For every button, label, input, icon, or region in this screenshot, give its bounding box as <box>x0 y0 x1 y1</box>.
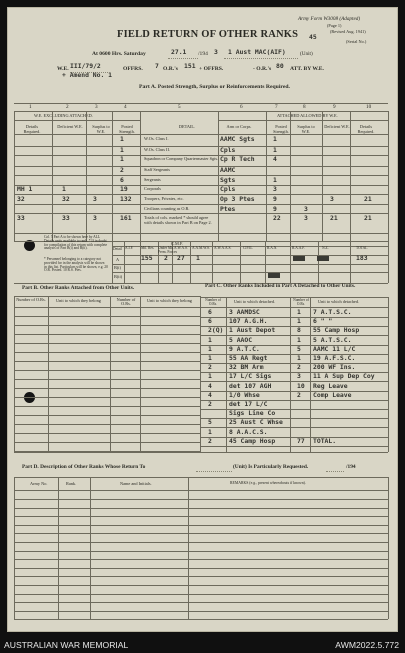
attached-required: 21 <box>364 214 372 222</box>
arm-or-corps: AAMC <box>220 166 236 174</box>
form-title: FIELD RETURN OF OTHER RANKS <box>117 29 299 40</box>
posted-strength: 1 <box>120 155 124 163</box>
arm-or-corps: Op 3 Ptes <box>220 195 255 203</box>
detail-label: Totals of cols. marked * should agree with details shown in Part B on Page 2. <box>144 215 212 225</box>
details-required: MH 1 <box>17 185 33 193</box>
instruction-note: Col. 5 Part A to be shown here by ALL Details units available to rank. * If in doubt for compilation of this return with complete analysis of Part B(i) and B(ii). <box>44 235 108 251</box>
ink-smudge <box>293 256 305 261</box>
detail-label: W.Os. Class II. <box>144 147 170 152</box>
detached-unit: 55 Camp Hosp <box>313 326 360 335</box>
rule-line <box>112 272 388 273</box>
posted-strength: 161 <box>120 214 132 222</box>
rule-line <box>14 120 140 121</box>
ink-smudge <box>317 256 329 261</box>
detached-count: 4 <box>208 381 212 390</box>
detail-label: Civilians counting as O.R. <box>144 206 190 211</box>
date-value: 27.1 <box>171 48 187 56</box>
cmf-group-header: C.M.F. <box>171 241 183 246</box>
detached-unit: 25 Aust C Whse <box>229 418 283 427</box>
deficient-we: 32 <box>62 195 70 203</box>
column-divider <box>388 297 389 452</box>
detached-unit: Comp Leave <box>313 390 352 399</box>
serial-no-value: 45 <box>309 33 317 41</box>
date-time-label: At 0600 Hrs. Saturday <box>92 51 146 57</box>
ruled-row <box>14 379 200 380</box>
arm-or-corps: Cpls <box>220 185 236 193</box>
column-divider <box>226 297 227 452</box>
posted-strength: 2 <box>120 166 124 174</box>
attached-posted: 9 <box>273 205 277 213</box>
column-header: Number of O.Rs. <box>116 297 136 307</box>
column-number: 5 <box>178 104 181 110</box>
attached-posted: 1 <box>273 146 277 154</box>
part-a-top-border <box>14 103 388 104</box>
column-divider <box>290 241 291 283</box>
column-number: 1 <box>29 104 32 110</box>
attached-posted: 9 <box>273 195 277 203</box>
category-header: A.I.F. <box>125 246 134 250</box>
category-header: TOTAL <box>356 246 368 250</box>
column-divider <box>218 111 219 241</box>
detached-count: 10 <box>297 381 305 390</box>
perm-forces-count: 27 <box>177 254 185 262</box>
offrs-value: 7 <box>155 62 159 70</box>
detached-count: 1 <box>208 344 212 353</box>
column-header: Arm or Corps. <box>226 124 252 129</box>
category-row-label: A <box>116 257 120 262</box>
offrs-label: OFFRS. <box>123 66 143 72</box>
column-number: 2 <box>66 104 69 110</box>
ruled-row <box>14 594 388 595</box>
part-b-title: Part B. Other Ranks Attached from Other Units. <box>22 285 135 291</box>
dotted-line <box>224 58 298 59</box>
year-value: 3 <box>214 48 218 56</box>
column-divider <box>112 111 113 241</box>
dotted-line <box>326 471 344 472</box>
column-divider <box>322 111 323 241</box>
column-divider <box>388 111 389 241</box>
detail-label: Troopers, Privates, etc. <box>144 196 184 201</box>
category-header: Detail <box>113 247 122 251</box>
detached-unit: 107 A.G.H. <box>229 317 268 326</box>
revised-label: (Revised Aug. 1941) <box>330 29 366 34</box>
details-required: 32 <box>17 195 25 203</box>
detached-count: 2 <box>297 390 301 399</box>
column-divider <box>200 297 201 452</box>
column-divider <box>14 296 15 452</box>
ruled-row <box>14 325 200 326</box>
surplus-we: 3 <box>93 195 97 203</box>
detached-unit: 6 " " <box>313 317 333 326</box>
ruled-row <box>14 585 388 586</box>
detached-unit: Reg Leave <box>313 381 348 390</box>
detached-unit: 32 BM Arm <box>229 363 264 372</box>
column-header: Unit to which they belong <box>147 298 192 303</box>
detached-count: 1 <box>208 354 212 362</box>
detached-count: 1 <box>297 354 301 362</box>
deficient-we: 1 <box>62 185 66 193</box>
column-header: Name and Initials. <box>120 481 152 486</box>
we-label: W.E. <box>57 66 69 72</box>
column-number: 7 <box>275 104 278 110</box>
detached-unit: 5 AAOC <box>229 335 253 344</box>
arm-or-corps: Cpls <box>220 146 236 154</box>
details-required: 33 <box>17 214 25 222</box>
column-header-border <box>14 134 388 135</box>
column-number: 3 <box>95 104 98 110</box>
ruled-row <box>14 361 200 362</box>
attached-required: 21 <box>364 195 372 203</box>
column-header: DETAIL. <box>178 124 196 129</box>
category-header: Under Mil. Perm. Forces <box>158 246 177 254</box>
column-header: Details Required. <box>23 124 41 134</box>
column-divider <box>388 241 389 283</box>
year-label: /194 <box>198 51 208 57</box>
column-divider <box>388 477 389 619</box>
column-divider <box>240 241 241 283</box>
army-form-number: Army Form W3008 (Adapted) <box>298 16 361 22</box>
category-header: Mil. Res. <box>141 246 155 250</box>
we-value: III/79/2 <box>70 62 101 70</box>
offrs2-label: + OFFRS. <box>199 66 224 72</box>
group-header-right: ATTACHED ALLOWED BY W.E. <box>277 113 338 118</box>
ors2-label: - O.R.'s <box>253 66 272 72</box>
ruled-row <box>14 611 388 612</box>
detached-unit: 19 A.F.S.C. <box>313 354 356 362</box>
column-number: 10 <box>366 104 372 110</box>
ruled-row <box>14 533 388 534</box>
column-header: REMARKS (e.g., present whereabouts if known). <box>230 481 306 485</box>
ruled-row <box>14 424 200 425</box>
rule-line <box>14 307 200 308</box>
attached-posted: 1 <box>273 176 277 184</box>
detached-unit: 9 A.T.C. <box>229 344 260 353</box>
ruled-row <box>14 343 200 344</box>
instruction-note: * Personnel belonging to a category not provided for in the analysis will be shown in this list. Particulars will be shown, e.g. 20 O.R. Posted. 10 R.S. Ptes. <box>44 257 108 273</box>
column-header: Number of O.Rs. <box>16 297 46 302</box>
detached-unit: det 107 AGH <box>229 381 272 390</box>
arm-or-corps: AAMC Sgts <box>220 135 255 143</box>
page-label: (Page 1) <box>327 23 342 28</box>
category-header: N.Z. <box>322 246 329 250</box>
posted-strength: 19 <box>120 185 128 193</box>
detached-count: 1 <box>208 427 212 436</box>
category-row-label: B(ii) <box>114 274 123 279</box>
table-row-border <box>14 146 388 147</box>
column-divider <box>14 111 15 241</box>
column-header: Unit to which they belong <box>56 298 101 303</box>
detached-count: 3 <box>297 372 301 381</box>
column-divider <box>290 297 291 452</box>
detached-unit: TOTAL. <box>313 436 337 445</box>
category-header: A.W.A.S. <box>174 246 188 250</box>
ors2-value: 80 <box>276 62 284 70</box>
detached-count: 1 <box>208 372 212 381</box>
rule-line <box>14 477 388 478</box>
attached-posted: 1 <box>273 135 277 143</box>
detached-count: 6 <box>208 317 212 326</box>
ruled-row <box>14 542 388 543</box>
column-header: Posted Strength. <box>273 124 289 134</box>
detached-unit: 1/0 Whse <box>229 390 260 399</box>
posted-strength: 1 <box>120 146 124 154</box>
table-row-border <box>14 185 388 186</box>
ruled-row <box>14 559 388 560</box>
detached-count: 4 <box>208 390 212 399</box>
ruled-row <box>14 499 388 500</box>
ruled-row <box>14 551 388 552</box>
detail-label: Corporals <box>144 186 161 191</box>
column-header: Army No. <box>30 481 48 486</box>
aif-count: 155 <box>141 254 153 262</box>
column-divider <box>140 296 141 452</box>
rule-line <box>112 264 388 265</box>
column-divider <box>318 241 319 283</box>
detached-unit: det 17 L/C <box>229 400 268 408</box>
column-header: Posted Strength. <box>119 124 135 134</box>
column-number: 6 <box>240 104 243 110</box>
rule-line <box>112 255 388 256</box>
ruled-row <box>14 388 200 389</box>
detached-count: 5 <box>208 418 212 427</box>
rule-line <box>14 490 388 491</box>
detached-count: 8 <box>297 326 301 335</box>
column-header: Details Required. <box>357 124 375 134</box>
column-number: 9 <box>333 104 336 110</box>
detached-count: 2(Q) <box>208 326 224 335</box>
column-divider <box>86 111 87 241</box>
column-divider <box>140 111 141 241</box>
detached-count: 5 <box>297 344 301 353</box>
ruled-row <box>14 576 388 577</box>
posted-strength: 132 <box>120 195 132 203</box>
ruled-row <box>14 370 200 371</box>
detached-count: 1 <box>297 308 301 316</box>
column-divider <box>52 111 53 241</box>
ruled-row <box>14 525 388 526</box>
detached-count: 2 <box>297 363 301 372</box>
part-a-title: Part A. Posted Strength, Surplus or Reinforcements Required. <box>139 84 290 90</box>
column-number: 4 <box>124 104 127 110</box>
table-row-border <box>14 175 388 176</box>
ruled-row <box>14 415 200 416</box>
column-divider <box>266 111 267 241</box>
ruled-row <box>14 397 200 398</box>
detached-count: 1 <box>297 317 301 326</box>
table-row-border <box>14 166 388 167</box>
detached-count: 6 <box>208 308 212 316</box>
part-d-title: Part D. Description of Other Ranks Whose Return To <box>22 464 146 470</box>
dotted-line <box>196 471 232 472</box>
column-header: Unit to which detached. <box>234 299 276 304</box>
detached-unit: 3 AAMDSC <box>229 308 260 316</box>
detail-label: Squadron or Company Quartermaster Sgts. <box>144 156 219 161</box>
detached-unit: 8 A.A.C.S. <box>229 427 268 436</box>
unit-label: (Unit) <box>300 51 313 57</box>
column-divider <box>310 297 311 452</box>
detached-count: 1 <box>297 335 301 344</box>
ruled-row <box>14 406 200 407</box>
detached-unit: 17 L/C Sigs <box>229 372 272 381</box>
arm-or-corps: Sgts <box>220 176 236 184</box>
attached-posted: 22 <box>273 214 281 222</box>
total-count: 183 <box>356 254 368 262</box>
ink-smudge <box>268 273 280 278</box>
ruled-row <box>14 508 388 509</box>
detached-count: 2 <box>208 436 212 445</box>
column-header: Number of O.Rs. <box>205 298 221 306</box>
attached-surplus: 3 <box>304 205 308 213</box>
part-d-bottom-border <box>14 619 388 620</box>
part-bc-bottom-border <box>14 452 388 453</box>
column-divider <box>350 111 351 241</box>
category-header: A.W.A.A.S. <box>214 246 232 250</box>
attached-deficient: 21 <box>330 214 338 222</box>
arm-or-corps: Ptes <box>220 205 236 213</box>
detached-unit: 7 A.T.S.C. <box>313 308 352 316</box>
detail-label: Staff Sergeants <box>144 167 170 172</box>
category-row-label: B(i) <box>114 265 121 270</box>
accession-number: AWM2022.5.772 <box>335 640 399 650</box>
part-c-title: Part C. Other Ranks Included in Part A Detached to Other Units. <box>205 283 356 289</box>
column-header: Deficient W.E. <box>324 124 350 129</box>
category-header: R.A.A.F. <box>292 246 305 250</box>
detached-unit: 45 Camp Hosp <box>229 436 276 445</box>
part-d-date-label: /194 <box>346 464 356 470</box>
att-label: ATT. BY W.E. <box>290 66 324 72</box>
posted-strength: 1 <box>120 135 124 143</box>
table-row-border <box>14 233 388 234</box>
serial-no-label: (Serial No.) <box>346 39 367 44</box>
group-header-left: W.E. EXCLUDING ATTACHED. <box>34 113 93 118</box>
arm-or-corps: Cp R Tech <box>220 155 255 163</box>
mil-res-count: 2 <box>164 254 168 262</box>
ruled-row <box>14 516 388 517</box>
deficient-we: 33 <box>62 214 70 222</box>
column-header: Surplus to W.E. <box>297 124 315 134</box>
column-divider <box>110 296 111 452</box>
attached-surplus: 3 <box>304 214 308 222</box>
unit-name: 1 Aust MAC(AIF) <box>228 48 286 56</box>
detail-label: Sergeants <box>144 177 161 182</box>
attached-posted: 3 <box>273 185 277 193</box>
column-header: Deficient W.E. <box>57 124 83 129</box>
column-header: Rank. <box>66 481 77 486</box>
column-divider <box>350 241 351 283</box>
attached-deficient: 3 <box>330 195 334 203</box>
ruled-row <box>14 316 200 317</box>
category-header: CIVIL <box>243 246 253 250</box>
column-header: Number of O.Rs. <box>293 298 309 306</box>
archive-credit: AUSTRALIAN WAR MEMORIAL <box>4 640 129 650</box>
detached-count: 2 <box>208 363 212 372</box>
detached-count: 2 <box>208 400 212 408</box>
column-number: 8 <box>303 104 306 110</box>
ruled-row <box>14 433 200 434</box>
ruled-row <box>200 446 388 447</box>
detail-label: W.Os. Class I. <box>144 136 169 141</box>
column-divider <box>48 296 49 452</box>
ruled-row <box>14 352 200 353</box>
amend-note: + Amend No. 1 <box>62 71 113 79</box>
column-divider <box>265 241 266 283</box>
detached-unit: Sigs Line Co <box>229 409 276 418</box>
column-divider <box>212 241 213 283</box>
column-divider <box>290 111 291 241</box>
ruled-row <box>14 568 388 569</box>
column-header: Surplus to W.E. <box>92 124 110 134</box>
category-header: A.A.M.W.S. <box>192 246 210 250</box>
detached-unit: 200 WF Ins. <box>313 363 356 372</box>
ruled-row <box>14 602 388 603</box>
table-row-border <box>14 204 388 205</box>
detached-unit: 1 Aust Depot <box>229 326 276 335</box>
surplus-we: 3 <box>93 214 97 222</box>
rule-line <box>14 111 388 112</box>
attached-posted: 4 <box>273 155 277 163</box>
detached-count: 1 <box>208 335 212 344</box>
detached-unit: AAMC 11 L/C <box>313 344 356 353</box>
column-header: Unit to which detached. <box>318 299 360 304</box>
detached-unit: 11 A Sup Dep Coy <box>313 372 375 381</box>
category-header: R.A.N. <box>267 246 278 250</box>
detached-unit: 5 A.T.S.C. <box>313 335 352 344</box>
rule-line <box>218 120 388 121</box>
ruled-row <box>14 334 200 335</box>
ruled-row <box>14 442 200 443</box>
form-page <box>7 7 398 632</box>
awas-count: 1 <box>196 254 200 262</box>
part-d-unit-label: (Unit) Is Particularly Requested. <box>233 464 309 470</box>
dotted-line <box>168 58 198 59</box>
ors-value: 151 <box>184 62 196 70</box>
detached-unit: 55 AA Regt <box>229 354 268 362</box>
posted-strength: 6 <box>120 176 124 184</box>
detached-count: 77 <box>297 436 305 445</box>
ors-label: O.R.'s <box>163 66 178 72</box>
